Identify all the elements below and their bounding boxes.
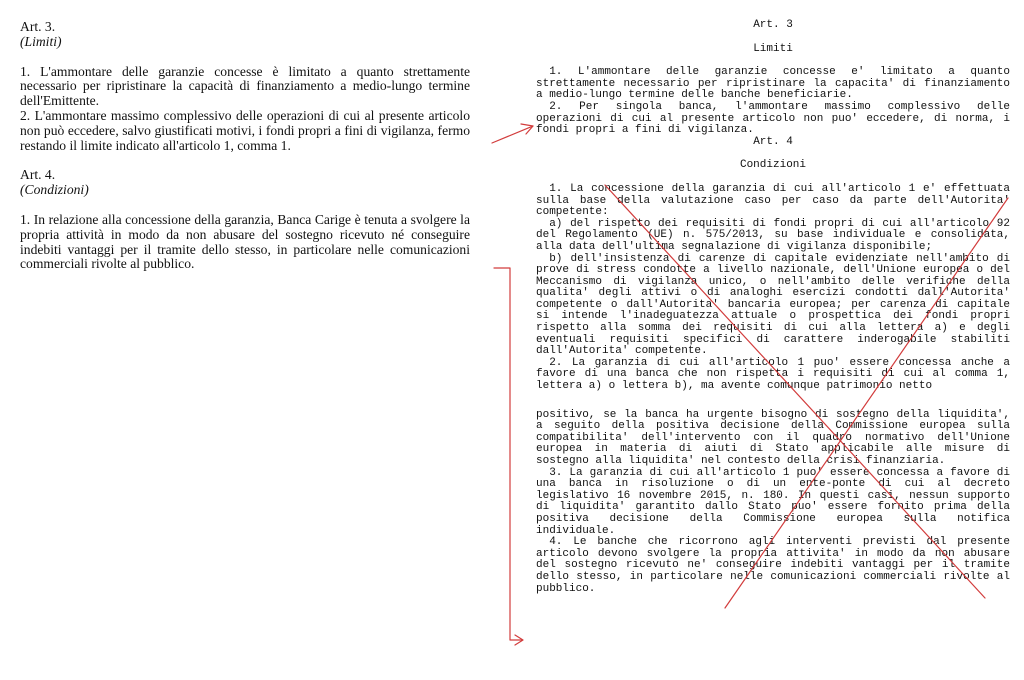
arrow-art3-head [521,124,533,134]
right-art3-paragraph-2: 2. Per singola banca, l'ammontare massimo complessivo delle operazioni di cui al presente articolo non puo' eccedere, di norma, i fondi propri a fini di vigilanza. [536,100,1010,137]
art4-heading: Art. 4. [20,167,56,183]
right-art4-paragraph-1b: b) dell'insistenza di carenze di capitale evidenziate nell'ambito di prove di stress condotte a livello nazionale, dell'Unione europea o del Meccanismo di vigilanza unico, o nell'ambito delle verifiche della qualita' degli attivi o di analoghi esercizi condotti dall'Autorita' competente o dall'Autorita' bancaria europea; per carenza di capitale si intende l'inadeguatezza attuale o prospettica dei fondi propri rispetto alla somma dei requisiti di cui alla lettera a) e degli eventuali requisiti specifici di carattere inderogabile stabiliti dall'Autorita' competente. [536,252,1010,358]
art4-paragraph-1: 1. In relazione alla concessione della garanzia, Banca Carige è tenuta a svolgere la propria attività in modo da non abusare del sostegno ricevuto né conseguire indebiti vantaggi per il tramite dello stesso, in particolare nelle comunicazioni commerciali rivolte al pubblico. [20,211,470,272]
art4-subtitle: (Condizioni) [20,182,89,198]
right-art4-heading: Art. 4 [753,135,793,148]
art3-heading: Art. 3. [20,19,56,34]
right-art4-paragraph-2a: 2. La garanzia di cui all'articolo 1 puo' essere concessa anche a favore di una banca che non rispetta i requisiti di cui al comma 1, lettera a) o lettera b), ma avente comunque patrimonio netto [536,356,1010,393]
right-art3-subtitle: Limiti [753,42,793,55]
arrow-art4-head [515,635,523,645]
right-art4-paragraph-3: 3. La garanzia di cui all'articolo 1 puo' essere concessa a favore di una banca in risoluzione o di un ente-ponte di cui al decreto legislativo 16 novembre 2015, n. 180. In questi casi, nessun supporto di liquidita' garantito dallo Stato puo' essere fornito prima della positiva decisione della Commissione europea sulla notifica individuale. [536,466,1010,537]
right-art4-subtitle: Condizioni [739,159,806,172]
right-art4-paragraph-4: 4. Le banche che ricorrono agli interventi previsti dal presente articolo devono svolgere la propria attivita' in modo da non abusare del sostegno ricevuto ne' conseguire indebiti vantaggi per il tramite dello stesso, in particolare nelle comunicazioni commerciali rivolte al pubblico. [536,536,1010,595]
right-art3-paragraph-1: 1. L'ammontare delle garanzie concesse e' limitato a quanto strettamente necessario per ripristinare la capacita' di finanziamento a medio-lungo termine delle banche beneficiarie. [536,66,1010,102]
right-art3-heading: Art. 3 [753,19,793,31]
right-art4-paragraph-1: 1. La concessione della garanzia di cui all'articolo 1 e' effettuata sulla base della valutazione caso per caso da parte dell'Autorita' competente: [536,182,1010,219]
right-document [536,20,1010,595]
right-art4-paragraph-1a: a) del rispetto dei requisiti di fondi propri di cui all'articolo 92 del Regolamento (UE) n. 575/2013, su base individuale e consolidata, alla data dell'ultima segnalazione di vigilanza disponibile; [536,217,1010,253]
right-art4-paragraph-2b: positivo, se la banca ha urgente bisogno di sostegno della liquidita', a seguito della positiva decisione della Commissione europea sulla compatibilita' dell'intervento con il quadro normativo dell'Unione europea in materia di aiuti di Stato applicabile alle misure di sostegno alla liquidita' nel contesto della crisi finanziaria. [536,408,1010,467]
left-document [20,20,470,272]
art3-subtitle: (Limiti) [20,33,62,49]
art3-paragraph-2: 2. L'ammontare massimo complessivo delle operazioni di cui al presente articolo non può eccedere, salvo giustificati motivi, i fondi propri a fini di vigilanza, fermo restando il limite indicato all'articolo 1, comma 1. [20,107,470,153]
arrow-art4-connector [494,268,522,640]
art3-paragraph-1: 1. L'ammontare delle garanzie concesse è limitato a quanto strettamente necessario per ripristinare la capacità di finanziamento a medio-lungo termine dell'Emittente. [20,63,470,109]
arrow-art3-line [492,126,533,143]
